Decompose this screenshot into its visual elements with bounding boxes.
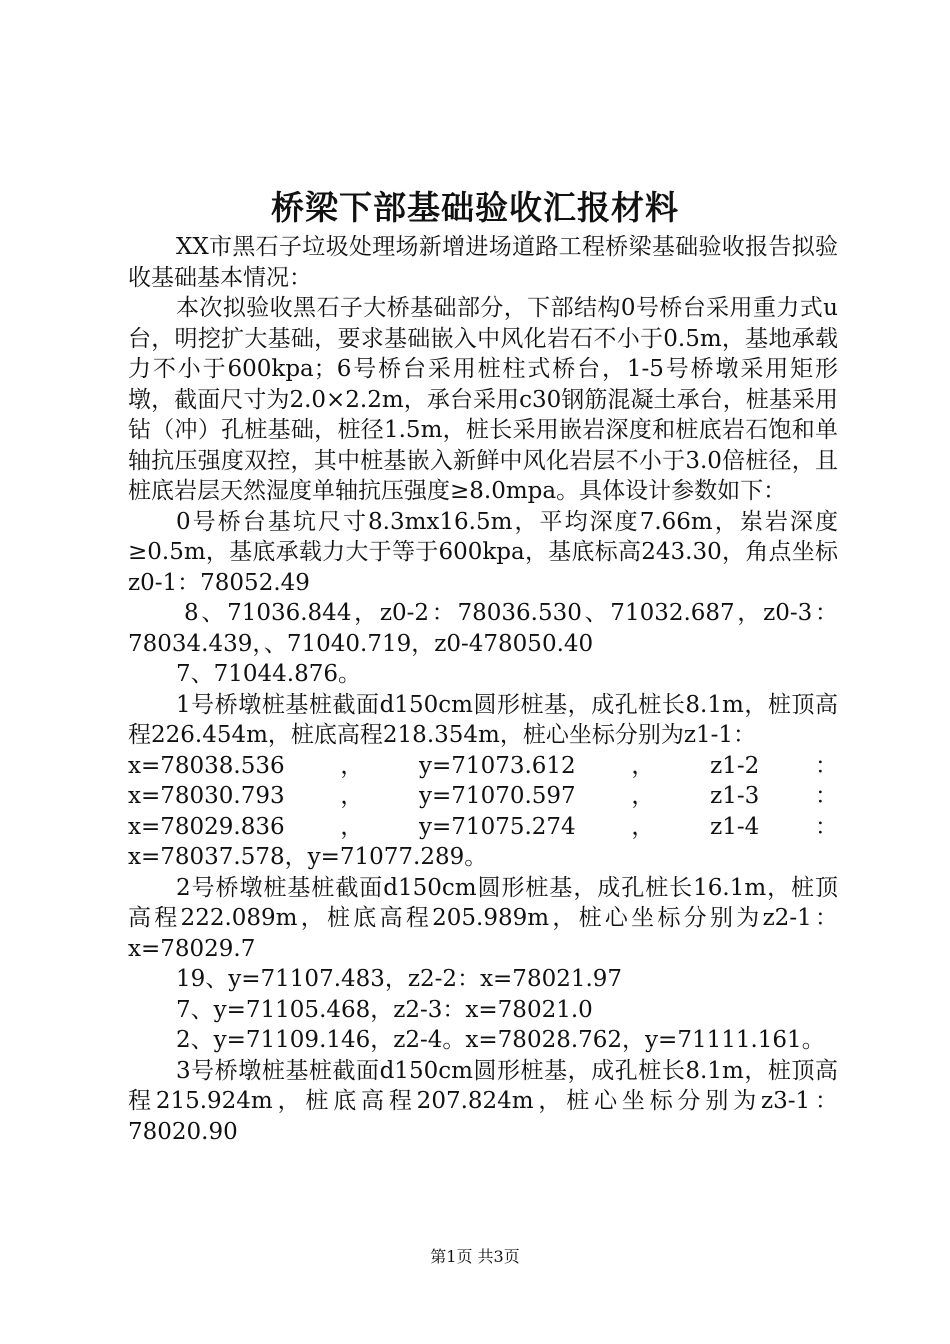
- paragraph-pier-3: 3号桥墩桩基桩截面d150cm圆形桩基，成孔桩长8.1m，桩顶高程215.924m，桩底高程207.824m，桩心坐标分别为z3-1：78020.90: [128, 1057, 838, 1145]
- coord-x: x=78030.793: [128, 783, 285, 809]
- coord-label: z1-2: [710, 752, 760, 779]
- coord-sep: ，: [631, 813, 655, 840]
- paragraph-abutment-0-coords-end: 7、71044.876。: [176, 661, 362, 687]
- paragraph-abutment-0-coords: 8、71036.844，z0-2：78036.530、71032.687，z0-3：78034.439，、71040.719，z0-478050.40: [128, 600, 838, 657]
- paragraph-pier-2-coords-c: 2、y=71109.146，z2-4。x=78028.762，y=71111.161。: [176, 1027, 825, 1053]
- coord-row: [128, 751, 838, 782]
- coord-colon: ：: [814, 783, 838, 809]
- coord-row: [128, 812, 838, 843]
- page-footer: 第1页 共3页: [430, 1247, 520, 1266]
- coord-label: z1-3: [710, 783, 760, 809]
- paragraph-pier-2-coords-b: 7、y=71105.468，z2-3：x=78021.0: [176, 996, 593, 1023]
- coord-sep: ，: [340, 752, 364, 779]
- paragraph-pier-1: 1号桥墩桩基桩截面d150cm圆形桩基，成孔桩长8.1m，桩顶高程226.454m，桩底高程218.354m，桩心坐标分别为z1-1：: [128, 691, 838, 748]
- paragraph-pier-1-end: x=78037.578，y=71077.289。: [128, 844, 488, 870]
- coord-sep: ，: [340, 783, 364, 809]
- coord-x: x=78029.836: [128, 813, 285, 840]
- coord-row: [128, 781, 838, 812]
- coord-y: y=71075.274: [419, 813, 576, 840]
- coord-colon: ：: [814, 813, 838, 840]
- coord-sep: ，: [340, 813, 364, 840]
- coord-sep: ，: [631, 752, 655, 779]
- document-body: [128, 232, 838, 1147]
- coord-sep: ，: [631, 783, 655, 809]
- paragraph-intro: XX市黑石子垃圾处理场新增进场道路工程桥梁基础验收报告拟验收基础基本情况：: [128, 234, 838, 291]
- coord-y: y=71070.597: [419, 783, 576, 809]
- paragraph-pier-2: 2号桥墩桩基桩截面d150cm圆形桩基，成孔桩长16.1m，桩顶高程222.089m，桩底高程205.989m，桩心坐标分别为z2-1：x=78029.7: [128, 874, 838, 962]
- coord-label: z1-4: [710, 813, 760, 840]
- paragraph-abutment-0: 0号桥台基坑尺寸8.3mx16.5m，平均深度7.66m，岽岩深度≥0.5m，基底承载力大于等于600kpa，基底标高243.30，角点坐标z0-1：78052.49: [128, 508, 838, 596]
- coord-colon: ：: [814, 752, 838, 779]
- coord-x: x=78038.536: [128, 752, 285, 779]
- coord-y: y=71073.612: [419, 752, 576, 779]
- page-title: 桥梁下部基础验收汇报材料: [271, 188, 679, 227]
- paragraph-overview: 本次拟验收黑石子大桥基础部分，下部结构0号桥台采用重力式u台，明挖扩大基础，要求基础嵌入中风化岩石不小于0.5m，基地承载力不小于600kpa；6号桥台采用桩柱式桥台，1-5号桥墩采用矩形墩，截面尺寸为2.0×2.2m，承台采用c30钢筋混凝土承台，桩基采用钻（冲）孔桩基础，桩径1.5m，桩长采用嵌岩深度和桩底岩石饱和单轴抗压强度双控，其中桩基嵌入新鲜中风化岩层不小于3.0倍桩径，且桩底岩层天然湿度单轴抗压强度≥8.0mpa。具体设计参数如下：: [128, 295, 838, 504]
- paragraph-pier-2-coords-a: 19、y=71107.483，z2-2：x=78021.97: [176, 966, 623, 992]
